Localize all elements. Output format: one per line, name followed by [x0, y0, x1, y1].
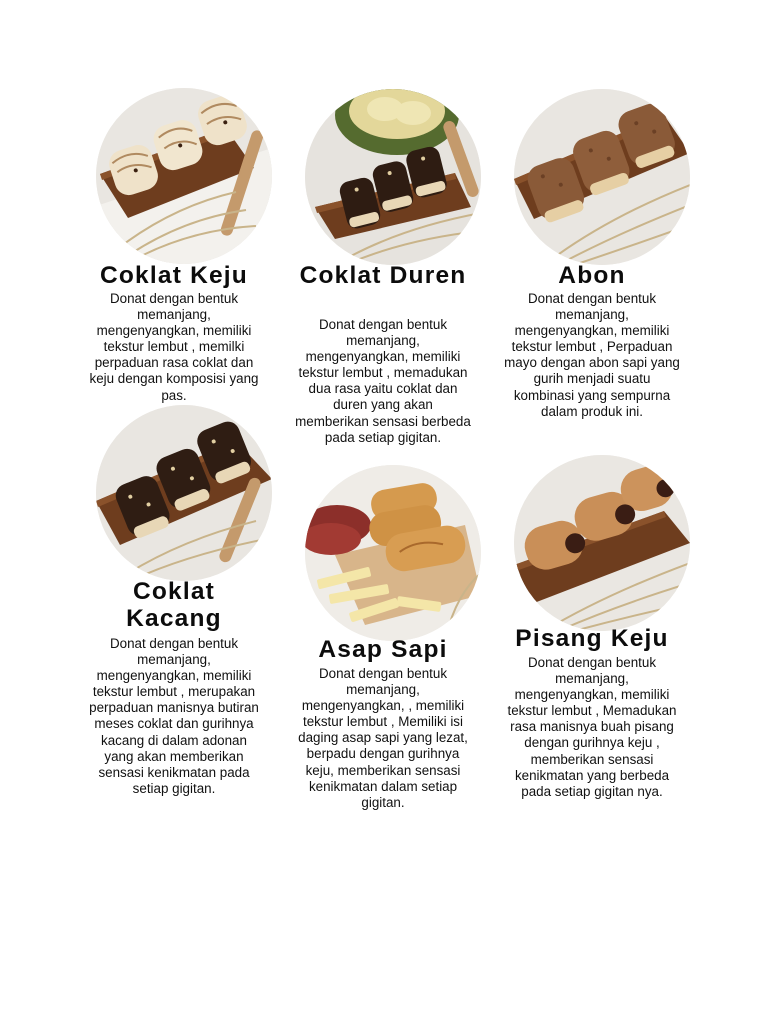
product-title: Asap Sapi — [318, 636, 448, 663]
product-title: Coklat Duren — [299, 262, 467, 289]
coklat-duren-image — [305, 89, 481, 265]
product-photo-asap-sapi — [305, 465, 481, 641]
product-description: Donat dengan bentuk memanjang, mengenyangkan, memiliki tekstur lembut , merupakan perpaduan manisnya butiran meses coklat dan gurihnya kacang di dalam adonan yang akan memberikan sensasi kenikmatan pada setiap gigitan. — [89, 636, 259, 796]
coklat-kacang-image — [96, 405, 272, 581]
product-description: Donat dengan bentuk memanjang, mengenyangkan, memiliki tekstur lembut , memilki perpaduan rasa coklat dan keju dengan komposisi yang pas. — [89, 291, 259, 403]
product-title: Pisang Keju — [515, 625, 669, 652]
product-photo-coklat-keju — [96, 88, 272, 264]
asap-sapi-image — [305, 465, 481, 641]
coklat-keju-image — [96, 88, 272, 264]
product-photo-abon — [514, 89, 690, 265]
pisang-keju-image — [514, 455, 690, 631]
product-photo-coklat-kacang — [96, 405, 272, 581]
product-description: Donat dengan bentuk memanjang, mengenyangkan, , memiliki tekstur lembut , Memiliki isi daging asap sapi yang lezat, berpadu dengan gurihnya keju, memberikan sensasi kenikmatan dalam setiap gigitan. — [298, 666, 468, 810]
product-title: Coklat Keju — [100, 262, 248, 289]
product-description: Donat dengan bentuk memanjang, mengenyangkan, memiliki tekstur lembut , memadukan dua rasa yaitu coklat dan duren yang akan memberikan sensasi berbeda pada setiap gigitan. — [295, 317, 471, 445]
product-title: Coklat Kacang — [126, 578, 222, 632]
abon-image — [514, 89, 690, 265]
product-description: Donat dengan bentuk memanjang, mengenyangkan, memiliki tekstur lembut , Perpaduan mayo dengan abon sapi yang gurih menjadi suatu kombinasi yang sempurna dalam produk ini. — [504, 291, 680, 419]
product-description: Donat dengan bentuk memanjang, mengenyangkan, memiliki tekstur lembut , Memadukan rasa manisnya buah pisang dengan gurihnya keju , memberikan sensasi kenikmatan yang berbeda pada setiap gigitan nya. — [507, 655, 677, 799]
product-photo-pisang-keju — [514, 455, 690, 631]
product-title: Abon — [558, 262, 626, 289]
product-photo-coklat-duren — [305, 89, 481, 265]
